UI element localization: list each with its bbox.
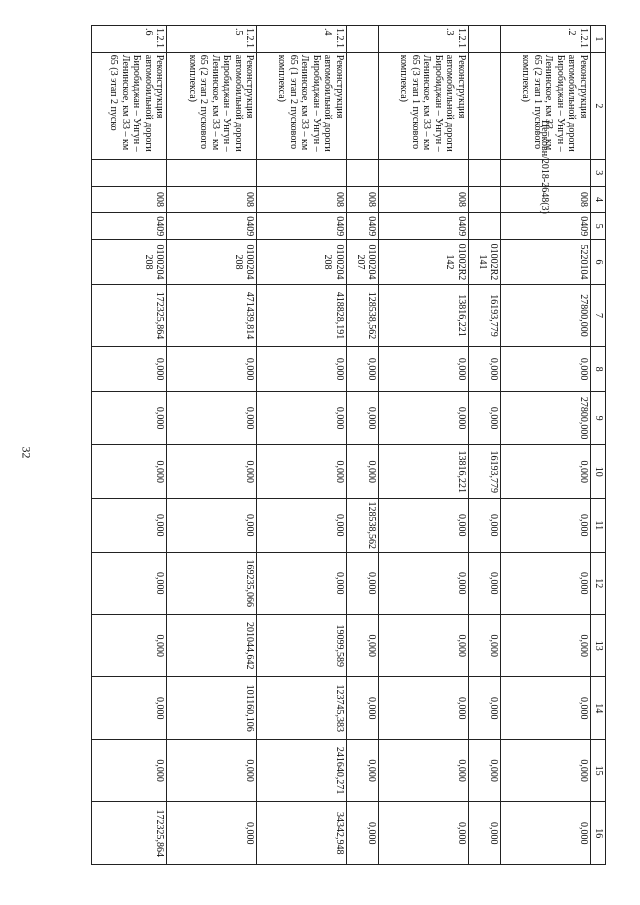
cell-col-4: 008: [379, 186, 469, 213]
cell-col-13: 0,000: [346, 615, 378, 677]
cell-col-10: 13816,221: [379, 445, 469, 499]
cell-col-11: 0,000: [379, 498, 469, 552]
cell-col-16: 0,000: [346, 802, 378, 865]
cell-col-6: 0100204208: [167, 240, 257, 285]
cell-col-16: 172325,864: [92, 802, 167, 865]
header-cell: 7: [591, 284, 606, 346]
cell-col-8: 0,000: [468, 347, 500, 392]
cell-col-15: 0,000: [167, 739, 257, 801]
header-cell: 6: [591, 240, 606, 285]
cell-col-15: 0,000: [379, 739, 469, 801]
cell-col-7: 13816,221: [379, 284, 469, 346]
cell-col-6: 0100204207: [346, 240, 378, 285]
header-cell: 16: [591, 802, 606, 865]
cell-col-1: [468, 26, 500, 53]
cell-col-2: Реконструкция автомобильной дороги Биробиджан – Унгун – Ленинское, км 33 – км 65 (2 этап 2 пускового комплекса): [167, 52, 257, 159]
cell-col-2: Реконструкция автомобильной дороги Биробиджан – Унгун – Ленинское, км 33 – км 65 (1 этап 2 пускового комплекса): [257, 52, 347, 159]
table-row: [257, 26, 347, 865]
cell-col-14: 101160,106: [167, 677, 257, 739]
cell-col-13: 0,000: [468, 615, 500, 677]
cell-col-15: 0,000: [346, 739, 378, 801]
header-cell: 3: [591, 159, 606, 186]
cell-col-8: 0,000: [346, 347, 378, 392]
header-cell: 8: [591, 347, 606, 392]
table-row: [346, 26, 378, 865]
cell-col-1: 1.2.1.6: [92, 26, 167, 53]
cell-col-8: 0,000: [501, 347, 591, 392]
cell-col-11: 0,000: [257, 498, 347, 552]
cell-col-16: 0,000: [379, 802, 469, 865]
cell-col-5: 0409: [92, 213, 167, 240]
cell-col-4: 008: [257, 186, 347, 213]
cell-col-10: 0,000: [92, 445, 167, 499]
cell-col-4: 008: [167, 186, 257, 213]
cell-col-16: 0,000: [468, 802, 500, 865]
cell-col-9: 0,000: [167, 391, 257, 445]
cell-col-7: 16193,779: [468, 284, 500, 346]
cell-col-3: [92, 159, 167, 186]
cell-col-7: 128538,562: [346, 284, 378, 346]
cell-col-6: 0100204208: [92, 240, 167, 285]
cell-col-9: 0,000: [346, 391, 378, 445]
cell-col-15: 0,000: [92, 739, 167, 801]
cell-col-2: [468, 52, 500, 159]
header-cell: 11: [591, 498, 606, 552]
cell-col-2: [346, 52, 378, 159]
table-row: [167, 26, 257, 865]
cell-col-5: 0409: [501, 213, 591, 240]
cell-col-14: 0,000: [468, 677, 500, 739]
cell-col-3: [501, 159, 591, 186]
cell-col-11: 0,000: [92, 498, 167, 552]
cell-col-5: 0409: [257, 213, 347, 240]
table-row: [92, 26, 167, 865]
cell-col-13: 0,000: [379, 615, 469, 677]
cell-col-9: 0,000: [92, 391, 167, 445]
cell-col-8: 0,000: [92, 347, 167, 392]
cell-col-14: 0,000: [346, 677, 378, 739]
cell-col-9: 0,000: [468, 391, 500, 445]
cell-col-6: 0100204208: [257, 240, 347, 285]
cell-col-16: 34342,948: [257, 802, 347, 865]
cell-col-14: 123745,383: [257, 677, 347, 739]
cell-col-2: Реконструкция автомобильной дороги Биробиджан – Унгун – Ленинское, км 33 – км 65 (3 этап 2 пуско: [92, 52, 167, 159]
cell-col-1: 1.2.1.4: [257, 26, 347, 53]
cell-col-5: 0409: [167, 213, 257, 240]
header-cell: 13: [591, 615, 606, 677]
cell-col-1: 1.2.1.2: [501, 26, 591, 53]
cell-col-13: 201044,642: [167, 615, 257, 677]
cell-col-10: 0,000: [346, 445, 378, 499]
cell-col-8: 0,000: [167, 347, 257, 392]
table-row: [501, 26, 591, 865]
cell-col-4: [468, 186, 500, 213]
cell-col-15: 241640,271: [257, 739, 347, 801]
cell-col-16: 0,000: [501, 802, 591, 865]
cell-col-10: 16193,779: [468, 445, 500, 499]
cell-col-8: 0,000: [257, 347, 347, 392]
cell-col-12: 169235,066: [167, 552, 257, 614]
cell-col-6: 01002R2142: [379, 240, 469, 285]
header-cell: 14: [591, 677, 606, 739]
cell-col-12: 0,000: [346, 552, 378, 614]
cell-col-11: 128538,562: [346, 498, 378, 552]
cell-col-4: 008: [92, 186, 167, 213]
header-cell: 9: [591, 391, 606, 445]
cell-col-5: [468, 213, 500, 240]
cell-col-11: 0,000: [501, 498, 591, 552]
budget-table: [91, 25, 606, 865]
cell-col-7: 471439,814: [167, 284, 257, 346]
cell-col-7: 418828,191: [257, 284, 347, 346]
header-cell: 2: [591, 52, 606, 159]
cell-col-2: Реконструкция автомобильной дороги Биробиджан – Унгун – Ленинское, км 33 – км 65 (2 этап 1 пускового комплекса): [501, 52, 591, 159]
document-footer: Церковн/2018-2648(3): [539, 120, 550, 214]
budget-table-container: [91, 25, 606, 865]
header-cell: 4: [591, 186, 606, 213]
cell-col-10: 0,000: [501, 445, 591, 499]
header-cell: 10: [591, 445, 606, 499]
cell-col-7: 27800,000: [501, 284, 591, 346]
cell-col-14: 0,000: [92, 677, 167, 739]
cell-col-1: 1.2.1.5: [167, 26, 257, 53]
cell-col-4: 008: [346, 186, 378, 213]
table-row: [468, 26, 500, 865]
cell-col-12: 0,000: [379, 552, 469, 614]
cell-col-7: 172325,864: [92, 284, 167, 346]
cell-col-5: 0409: [379, 213, 469, 240]
cell-col-1: [346, 26, 378, 53]
header-cell: 12: [591, 552, 606, 614]
table-row: [379, 26, 469, 865]
header-row: [591, 26, 606, 865]
cell-col-14: 0,000: [379, 677, 469, 739]
cell-col-9: 27800,000: [501, 391, 591, 445]
header-cell: 15: [591, 739, 606, 801]
cell-col-12: 0,000: [257, 552, 347, 614]
cell-col-6: 01002R2141: [468, 240, 500, 285]
cell-col-16: 0,000: [167, 802, 257, 865]
cell-col-3: [468, 159, 500, 186]
cell-col-13: 0,000: [92, 615, 167, 677]
cell-col-11: 0,000: [468, 498, 500, 552]
cell-col-5: 0409: [346, 213, 378, 240]
cell-col-4: 008: [501, 186, 591, 213]
cell-col-3: [257, 159, 347, 186]
cell-col-6: 5220104: [501, 240, 591, 285]
cell-col-13: 19099,589: [257, 615, 347, 677]
page-number: 32: [19, 446, 34, 459]
cell-col-11: 0,000: [167, 498, 257, 552]
header-cell: 1: [591, 26, 606, 53]
cell-col-10: 0,000: [257, 445, 347, 499]
cell-col-2: Реконструкция автомобильной дороги Биробиджан – Унгун – Ленинское, км 33 – км 65 (3 этап 1 пускового комплекса): [379, 52, 469, 159]
cell-col-3: [167, 159, 257, 186]
cell-col-15: 0,000: [501, 739, 591, 801]
cell-col-1: 1.2.1.3: [379, 26, 469, 53]
cell-col-9: 0,000: [257, 391, 347, 445]
cell-col-9: 0,000: [379, 391, 469, 445]
header-cell: 5: [591, 213, 606, 240]
cell-col-13: 0,000: [501, 615, 591, 677]
cell-col-10: 0,000: [167, 445, 257, 499]
cell-col-15: 0,000: [468, 739, 500, 801]
cell-col-12: 0,000: [468, 552, 500, 614]
cell-col-8: 0,000: [379, 347, 469, 392]
cell-col-3: [379, 159, 469, 186]
cell-col-3: [346, 159, 378, 186]
cell-col-14: 0,000: [501, 677, 591, 739]
cell-col-12: 0,000: [92, 552, 167, 614]
cell-col-12: 0,000: [501, 552, 591, 614]
